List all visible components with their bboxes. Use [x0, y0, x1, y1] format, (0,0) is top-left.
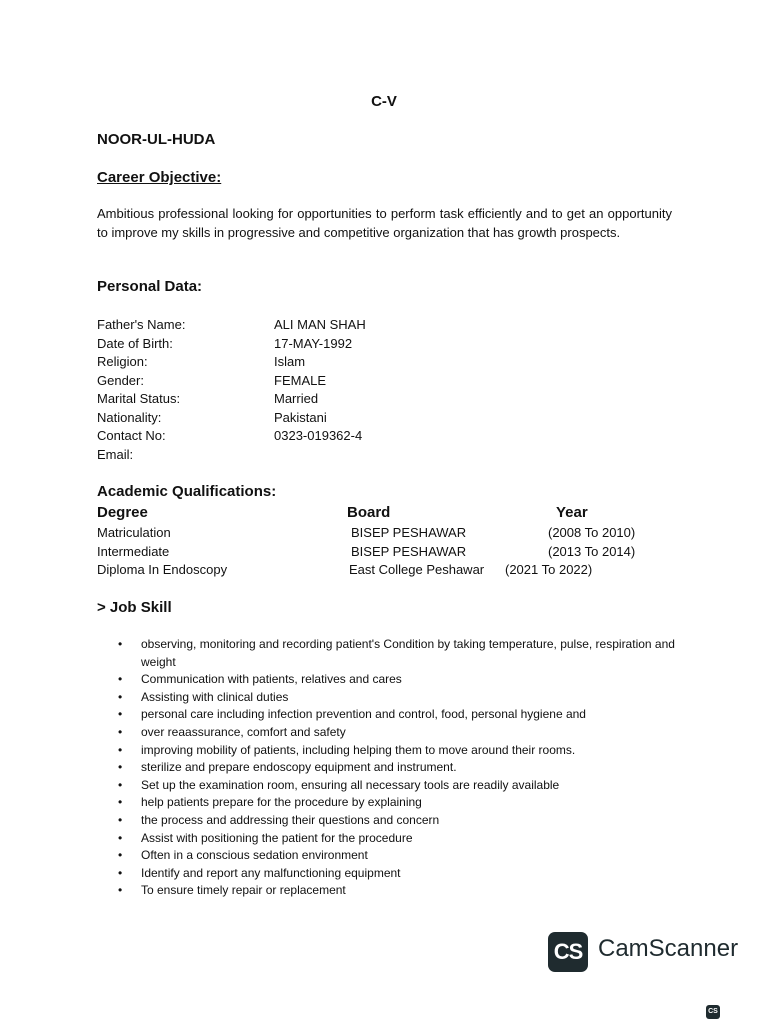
list-item: [118, 882, 678, 900]
academic-board-cell: BISEP PESHAWAR: [351, 525, 467, 540]
career-objective-heading: Career Objective:: [97, 169, 222, 186]
academic-board-cell: East College Peshawar: [349, 562, 485, 577]
camscanner-small-icon: CS: [706, 1005, 720, 1019]
job-skill-list: [118, 636, 678, 900]
personal-data-value: Pakistani: [274, 409, 327, 425]
list-item: [118, 759, 678, 777]
bullet-icon: •: [118, 707, 123, 722]
skill-text: Identify and report any malfunctioning equipment: [141, 865, 401, 880]
personal-data-heading: Personal Data:: [97, 278, 203, 295]
list-item: [118, 671, 678, 689]
bullet-icon: •: [118, 689, 123, 704]
document-title: C-V: [371, 93, 397, 110]
job-skill-heading: > Job Skill: [97, 599, 172, 616]
skill-text: improving mobility of patients, including helping them to move around their rooms.: [141, 742, 576, 757]
personal-data-label: Marital Status:: [97, 391, 181, 406]
list-item: [118, 865, 678, 883]
bullet-icon: •: [118, 724, 123, 739]
skill-text: observing, monitoring and recording patient's Condition by taking temperature, pulse, respiration and weight: [141, 637, 675, 669]
column-header-year: Year: [556, 504, 588, 521]
list-item: [118, 812, 678, 830]
skill-text: help patients prepare for the procedure by explaining: [141, 795, 422, 810]
bullet-icon: •: [118, 812, 123, 827]
skill-text: the process and addressing their questions and concern: [141, 812, 440, 827]
skill-text: Communication with patients, relatives and cares: [141, 672, 402, 687]
bullet-icon: •: [118, 830, 123, 845]
bullet-icon: •: [118, 742, 123, 757]
list-item: [118, 777, 678, 795]
personal-data-label: Father's Name:: [97, 317, 186, 332]
list-item: [118, 636, 678, 671]
personal-data-value: Islam: [274, 354, 306, 369]
personal-data-value: FEMALE: [274, 372, 327, 388]
personal-data-label: Date of Birth:: [97, 335, 173, 351]
academic-board-cell: BISEP PESHAWAR: [351, 543, 467, 559]
bullet-icon: •: [118, 777, 123, 792]
skill-text: over reaassurance, comfort and safety: [141, 724, 346, 739]
academic-year-cell: (2013 To 2014): [548, 543, 636, 559]
column-header-board: Board: [347, 504, 391, 521]
bullet-icon: •: [118, 883, 123, 898]
academic-degree-cell: Diploma In Endoscopy: [97, 562, 228, 577]
list-item: [118, 847, 678, 865]
academic-year-cell: (2021 To 2022): [505, 562, 593, 577]
list-item: [118, 689, 678, 707]
bullet-icon: •: [118, 848, 123, 863]
career-objective-text: Ambitious professional looking for opportunities to perform task efficiently and to get an opportunity to improve my skills in progressive and competitive organization that has growth prospects.: [97, 206, 672, 240]
camscanner-wordmark: CamScanner: [598, 935, 739, 962]
academic-year-cell: (2008 To 2010): [548, 525, 636, 540]
personal-data-value: 0323-019362-4: [274, 428, 363, 443]
bullet-icon: •: [118, 760, 123, 775]
skill-text: Set up the examination room, ensuring all necessary tools are readily available: [141, 777, 560, 792]
bullet-icon: •: [118, 795, 123, 810]
list-item: [118, 742, 678, 760]
skill-text: personal care including infection prevention and control, food, personal hygiene and: [141, 707, 586, 722]
bullet-icon: •: [118, 672, 123, 687]
list-item: [118, 830, 678, 848]
bullet-icon: •: [118, 865, 123, 880]
academic-degree-cell: Intermediate: [97, 543, 170, 559]
skill-text: Assist with positioning the patient for the procedure: [141, 830, 413, 845]
skill-text: Assisting with clinical duties: [141, 689, 289, 704]
personal-data-value: 17-MAY-1992: [274, 335, 353, 351]
personal-data-label: Email:: [97, 446, 134, 462]
skill-text: To ensure timely repair or replacement: [141, 883, 346, 898]
personal-data-value: Married: [274, 391, 319, 406]
list-item: [118, 794, 678, 812]
skill-text: Often in a conscious sedation environment: [141, 848, 368, 863]
personal-data-label: Religion:: [97, 354, 148, 369]
personal-data-label: Nationality:: [97, 409, 162, 425]
personal-data-value: ALI MAN SHAH: [274, 317, 366, 332]
personal-data-label: Contact No:: [97, 428, 166, 443]
skill-text: sterilize and prepare endoscopy equipment and instrument.: [141, 760, 457, 775]
academic-degree-cell: Matriculation: [97, 525, 171, 540]
academic-qualifications-heading: Academic Qualifications:: [97, 483, 277, 500]
camscanner-logo-icon: CS: [548, 932, 588, 972]
list-item: [118, 724, 678, 742]
column-header-degree: Degree: [97, 504, 148, 521]
bullet-icon: •: [118, 637, 123, 651]
candidate-name: NOOR-UL-HUDA: [97, 131, 216, 148]
personal-data-label: Gender:: [97, 372, 144, 388]
list-item: [118, 706, 678, 724]
